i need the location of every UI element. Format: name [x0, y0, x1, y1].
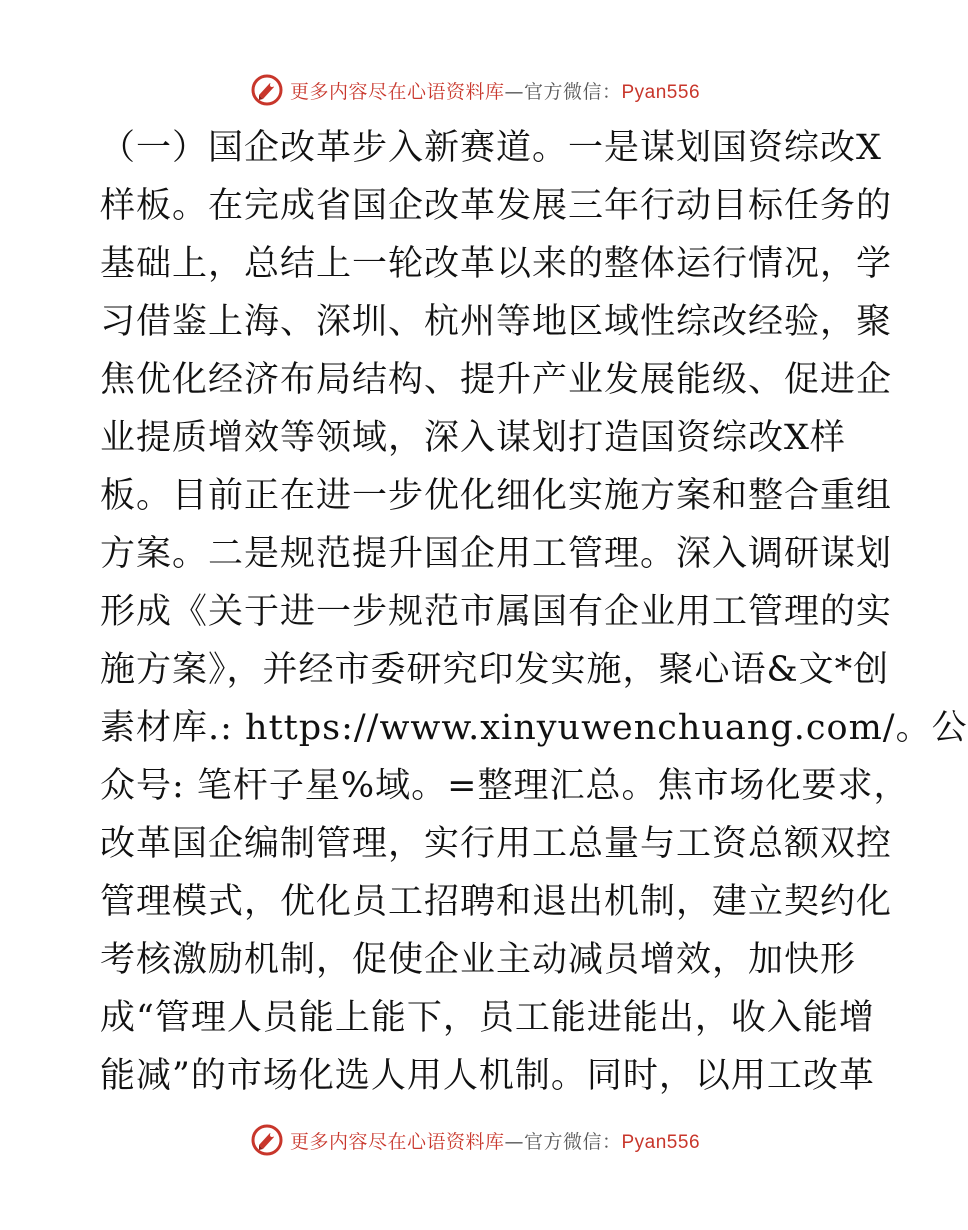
- body-line: 施方案》，并经市委研究印发实施，聚心语&文*创: [100, 650, 890, 690]
- body-line: 能减”的市场化选人用人机制。同时，以用工改革: [100, 1056, 875, 1096]
- body-line: 形成《关于进一步规范市属国有企业用工管理的实: [100, 592, 893, 632]
- body-line: 板。目前正在进一步优化细化实施方案和整合重组: [100, 476, 893, 516]
- brand-logo-icon: [250, 73, 284, 107]
- body-line: 成“管理人员能上能下，员工能进能出，收入能增: [100, 998, 875, 1038]
- brand-logo-icon: [250, 1123, 284, 1157]
- document-body: [100, 119, 968, 1105]
- header-brand-text: 更多内容尽在心语资料库: [289, 80, 505, 103]
- body-line: 焦优化经济布局结构、提升产业发展能级、促进企: [100, 360, 893, 400]
- body-line: 方案。二是规范提升国企用工管理。深入调研谋划: [100, 534, 893, 574]
- body-line: 业提质增效等领域，深入谋划打造国资综改X样: [100, 418, 846, 458]
- header-banner-text: [290, 77, 700, 104]
- header-banner: [0, 68, 950, 112]
- header-account-id: Pyan556: [621, 81, 701, 103]
- footer-brand-text: 更多内容尽在心语资料库: [289, 1130, 505, 1153]
- body-line: 改革国企编制管理，实行用工总量与工资总额双控: [100, 824, 893, 864]
- body-line: 基础上，总结上一轮改革以来的整体运行情况，学: [100, 244, 893, 284]
- header-separator-text: —官方微信：: [504, 80, 622, 103]
- body-line: 样板。在完成省国企改革发展三年行动目标任务的: [100, 186, 893, 226]
- footer-separator-text: —官方微信：: [504, 1130, 622, 1153]
- footer-banner: [0, 1118, 950, 1162]
- body-line: 习借鉴上海、深圳、杭州等地区域性综改经验，聚: [100, 302, 893, 342]
- footer-banner-text: [290, 1127, 700, 1154]
- body-line: 众号: 笔杆子星%域。=整理汇总。焦市场化要求，: [100, 766, 910, 806]
- body-line: （一）国企改革步入新赛道。一是谋划国资综改X: [100, 128, 882, 168]
- body-line: 管理模式，优化员工招聘和退出机制，建立契约化: [100, 882, 893, 922]
- footer-account-id: Pyan556: [621, 1131, 701, 1153]
- body-line: 素材库.: https://www.xinyuwenchuang.com/。公: [100, 708, 968, 748]
- body-line: 考核激励机制，促使企业主动减员增效，加快形: [100, 940, 857, 980]
